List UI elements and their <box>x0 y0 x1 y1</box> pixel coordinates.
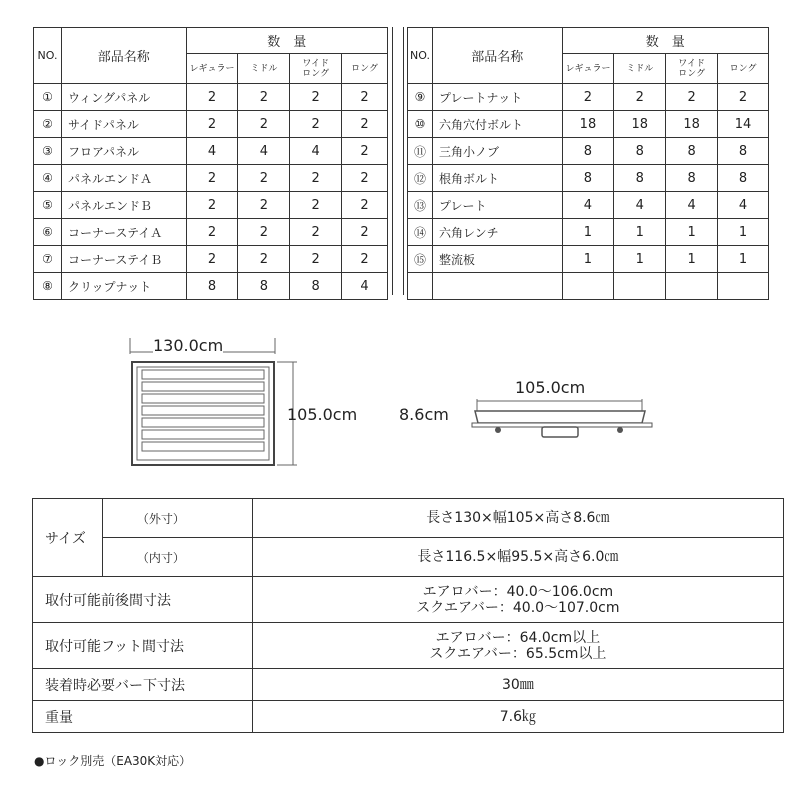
part-name: パネルエンドＢ <box>61 192 186 219</box>
part-quantity: 8 <box>718 138 769 165</box>
part-quantity: 18 <box>562 111 614 138</box>
size-label: サイズ <box>33 499 103 577</box>
parts-table-left <box>33 27 388 300</box>
part-quantity: 2 <box>238 219 290 246</box>
part-name: クリップナット <box>61 273 186 300</box>
part-quantity: 2 <box>342 246 388 273</box>
part-quantity: 2 <box>342 165 388 192</box>
part-quantity: 1 <box>718 219 769 246</box>
part-number: ⑧ <box>34 273 62 300</box>
lock-note: ●ロック別売（EA30K対応） <box>34 754 192 768</box>
part-quantity: 2 <box>186 84 238 111</box>
part-quantity: 18 <box>666 111 718 138</box>
part-quantity: 8 <box>614 138 666 165</box>
part-quantity: 1 <box>718 246 769 273</box>
part-number: ⑦ <box>34 246 62 273</box>
header-size-middle: ミドル <box>614 54 666 84</box>
part-quantity: 2 <box>290 219 342 246</box>
table-row <box>34 84 388 111</box>
foot-aero: エアロバー：64.0cm以上 <box>435 629 601 646</box>
side-width-dimension: 105.0cm <box>515 378 586 397</box>
part-quantity: 18 <box>614 111 666 138</box>
part-name: 根角ボルト <box>432 165 562 192</box>
part-quantity: 2 <box>614 84 666 111</box>
table-row <box>408 138 769 165</box>
table-row <box>408 246 769 273</box>
empty-cell <box>718 273 769 300</box>
table-divider <box>392 27 404 295</box>
part-quantity: 4 <box>186 138 238 165</box>
side-height-dimension: 8.6cm <box>399 405 449 424</box>
table-row <box>34 192 388 219</box>
header-size-long: ロング <box>342 54 388 84</box>
part-name: プレート <box>432 192 562 219</box>
part-quantity: 4 <box>666 192 718 219</box>
part-name: プレートナット <box>432 84 562 111</box>
header-size-middle: ミドル <box>238 54 290 84</box>
part-quantity: 2 <box>666 84 718 111</box>
part-name: 整流板 <box>432 246 562 273</box>
foot-square: スクエアバー：65.5cm以上 <box>429 645 607 662</box>
header-size-wide-long: ワイド ロング <box>290 54 342 84</box>
table-row <box>34 246 388 273</box>
front-rear-aero: エアロバー：40.0～106.0cm <box>422 583 614 600</box>
part-quantity: 2 <box>238 111 290 138</box>
table-row <box>34 165 388 192</box>
part-quantity: 8 <box>718 165 769 192</box>
part-number: ⑫ <box>408 165 433 192</box>
part-number: ④ <box>34 165 62 192</box>
weight-value: 7.6㎏ <box>252 701 783 733</box>
outer-size-value: 長さ130×幅105×高さ8.6㎝ <box>252 499 783 538</box>
header-size-wide-long: ワイド ロング <box>666 54 718 84</box>
part-quantity: 2 <box>290 165 342 192</box>
header-no: NO. <box>34 28 62 84</box>
part-name: 六角レンチ <box>432 219 562 246</box>
part-quantity: 2 <box>342 111 388 138</box>
part-quantity: 2 <box>290 111 342 138</box>
front-rear-span-label: 取付可能前後間寸法 <box>33 577 253 623</box>
part-number: ⑤ <box>34 192 62 219</box>
part-name: パネルエンドＡ <box>61 165 186 192</box>
part-number: ⑪ <box>408 138 433 165</box>
table-row <box>408 111 769 138</box>
spec-table <box>32 498 784 733</box>
part-quantity: 2 <box>342 84 388 111</box>
part-name: フロアパネル <box>61 138 186 165</box>
part-name: ウィングパネル <box>61 84 186 111</box>
weight-label: 重量 <box>33 701 253 733</box>
table-row <box>34 111 388 138</box>
table-row <box>408 84 769 111</box>
inner-size-value: 長さ116.5×幅95.5×高さ6.0㎝ <box>252 538 783 577</box>
part-number: ⑨ <box>408 84 433 111</box>
part-quantity: 2 <box>290 246 342 273</box>
table-row <box>34 219 388 246</box>
part-name: コーナーステイＡ <box>61 219 186 246</box>
empty-cell <box>408 273 433 300</box>
table-row <box>408 273 769 300</box>
foot-span-label: 取付可能フット間寸法 <box>33 623 253 669</box>
part-quantity: 2 <box>186 165 238 192</box>
part-quantity: 2 <box>238 192 290 219</box>
part-quantity: 2 <box>238 84 290 111</box>
part-quantity: 2 <box>186 219 238 246</box>
part-quantity: 8 <box>290 273 342 300</box>
part-number: ⑮ <box>408 246 433 273</box>
part-quantity: 4 <box>718 192 769 219</box>
part-quantity: 8 <box>666 138 718 165</box>
part-quantity: 8 <box>238 273 290 300</box>
header-size-regular: レギュラー <box>562 54 614 84</box>
header-part-name: 部品名称 <box>61 28 186 84</box>
header-size-regular: レギュラー <box>186 54 238 84</box>
table-row <box>408 219 769 246</box>
empty-cell <box>666 273 718 300</box>
part-number: ⑩ <box>408 111 433 138</box>
part-quantity: 4 <box>290 138 342 165</box>
top-width-dimension: 130.0cm <box>153 336 224 355</box>
part-quantity: 1 <box>614 219 666 246</box>
parts-table-right <box>407 27 769 300</box>
inner-size-label: （内寸） <box>102 538 252 577</box>
part-number: ③ <box>34 138 62 165</box>
part-quantity: 4 <box>562 192 614 219</box>
part-quantity: 2 <box>238 165 290 192</box>
part-quantity: 1 <box>562 246 614 273</box>
part-quantity: 2 <box>186 111 238 138</box>
empty-cell <box>614 273 666 300</box>
part-quantity: 1 <box>562 219 614 246</box>
front-rear-square: スクエアバー：40.0～107.0cm <box>416 599 620 616</box>
table-row <box>408 192 769 219</box>
part-number: ⑥ <box>34 219 62 246</box>
part-quantity: 8 <box>186 273 238 300</box>
header-part-name: 部品名称 <box>432 28 562 84</box>
part-quantity: 2 <box>342 138 388 165</box>
part-quantity: 4 <box>238 138 290 165</box>
table-row <box>408 165 769 192</box>
part-quantity: 8 <box>562 165 614 192</box>
header-quantity: 数 量 <box>186 28 387 54</box>
part-name: 三角小ノブ <box>432 138 562 165</box>
part-quantity: 1 <box>666 246 718 273</box>
part-quantity: 2 <box>238 246 290 273</box>
empty-cell <box>432 273 562 300</box>
part-number: ① <box>34 84 62 111</box>
part-quantity: 2 <box>290 84 342 111</box>
part-number: ② <box>34 111 62 138</box>
header-no: NO. <box>408 28 433 84</box>
bar-clearance-label: 装着時必要バー下寸法 <box>33 669 253 701</box>
part-name: コーナーステイＢ <box>61 246 186 273</box>
part-quantity: 4 <box>614 192 666 219</box>
part-number: ⑬ <box>408 192 433 219</box>
part-quantity: 2 <box>186 192 238 219</box>
part-quantity: 2 <box>718 84 769 111</box>
part-quantity: 2 <box>290 192 342 219</box>
part-quantity: 2 <box>186 246 238 273</box>
part-quantity: 2 <box>562 84 614 111</box>
part-quantity: 2 <box>342 219 388 246</box>
part-name: 六角穴付ボルト <box>432 111 562 138</box>
part-quantity: 1 <box>666 219 718 246</box>
part-quantity: 14 <box>718 111 769 138</box>
outer-size-label: （外寸） <box>102 499 252 538</box>
bar-clearance-value: 30㎜ <box>252 669 783 701</box>
part-number: ⑭ <box>408 219 433 246</box>
table-row <box>34 138 388 165</box>
top-depth-dimension: 105.0cm <box>287 405 358 424</box>
empty-cell <box>562 273 614 300</box>
part-name: サイドパネル <box>61 111 186 138</box>
header-quantity: 数 量 <box>562 28 768 54</box>
part-quantity: 2 <box>342 192 388 219</box>
part-quantity: 8 <box>562 138 614 165</box>
part-quantity: 1 <box>614 246 666 273</box>
header-size-long: ロング <box>718 54 769 84</box>
part-quantity: 8 <box>666 165 718 192</box>
part-quantity: 8 <box>614 165 666 192</box>
front-rear-span-value <box>252 577 783 623</box>
part-quantity: 4 <box>342 273 388 300</box>
foot-span-value <box>252 623 783 669</box>
table-row <box>34 273 388 300</box>
